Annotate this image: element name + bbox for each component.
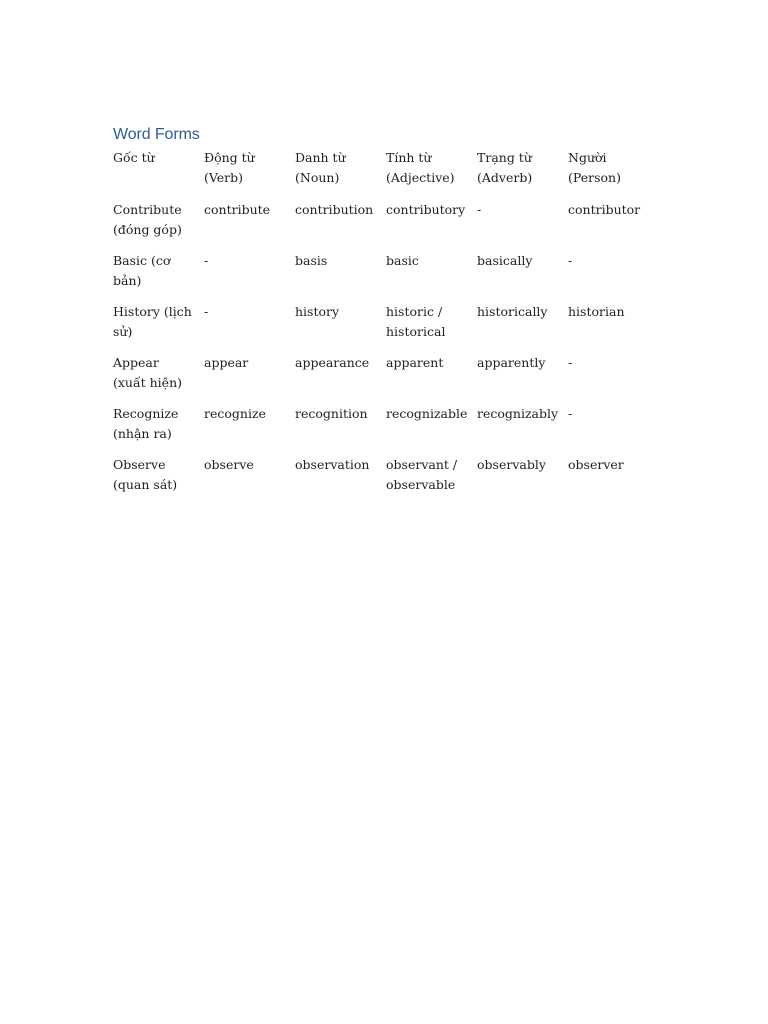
cell-adverb (471, 455, 562, 506)
cell-adverb (471, 200, 562, 251)
table-row (107, 251, 653, 302)
cell-person (562, 353, 653, 404)
cell-root-word (107, 404, 198, 455)
cell-adjective (380, 200, 471, 251)
header-line: (Adjective) (386, 169, 455, 185)
cell-adverb (471, 302, 562, 353)
cell-noun (289, 302, 380, 353)
cell-person (562, 302, 653, 353)
table-row (107, 353, 653, 404)
cell-line: recognition (295, 406, 368, 421)
header-verb (198, 148, 289, 200)
cell-adverb (471, 404, 562, 455)
cell-line: - (477, 202, 482, 217)
cell-line: history (295, 304, 340, 319)
cell-person (562, 200, 653, 251)
cell-line: recognize (204, 406, 266, 421)
header-line: (Noun) (295, 169, 340, 185)
cell-line: historically (477, 304, 548, 319)
cell-line: basic (386, 253, 419, 268)
cell-verb (198, 200, 289, 251)
cell-line: historic / (386, 304, 443, 319)
cell-line: - (204, 304, 209, 319)
cell-line: sử) (113, 323, 133, 339)
cell-person (562, 404, 653, 455)
cell-line: History (lịch (113, 304, 192, 319)
cell-verb (198, 302, 289, 353)
header-person (562, 148, 653, 200)
cell-line: recognizably (477, 406, 559, 421)
cell-line: apparently (477, 355, 546, 370)
cell-line: observation (295, 457, 370, 472)
table-row (107, 302, 653, 353)
table-header-row (107, 148, 653, 200)
cell-noun (289, 251, 380, 302)
header-noun (289, 148, 380, 200)
cell-line: apparent (386, 355, 444, 370)
cell-line: Appear (113, 355, 159, 370)
cell-adjective (380, 353, 471, 404)
table-row (107, 404, 653, 455)
cell-line: basis (295, 253, 328, 268)
cell-adverb (471, 251, 562, 302)
cell-adjective (380, 302, 471, 353)
cell-line: appear (204, 355, 249, 370)
cell-line: (quan sát) (113, 476, 178, 492)
cell-line: observably (477, 457, 546, 472)
cell-adjective (380, 251, 471, 302)
cell-line: - (568, 253, 573, 268)
cell-noun (289, 404, 380, 455)
cell-line: recognizable (386, 406, 468, 421)
cell-line: observe (204, 457, 254, 472)
cell-person (562, 455, 653, 506)
cell-line: Recognize (113, 406, 179, 421)
cell-noun (289, 455, 380, 506)
table-row (107, 455, 653, 506)
cell-line: basically (477, 253, 533, 268)
cell-verb (198, 251, 289, 302)
cell-adverb (471, 353, 562, 404)
header-adjective (380, 148, 471, 200)
cell-line: (nhận ra) (113, 425, 172, 441)
header-line: Người (568, 150, 607, 165)
cell-root-word (107, 302, 198, 353)
cell-line: - (204, 253, 209, 268)
cell-line: observer (568, 457, 624, 472)
header-line: Trạng từ (477, 150, 532, 165)
cell-line: observable (386, 476, 456, 492)
header-adverb (471, 148, 562, 200)
cell-line: - (568, 355, 573, 370)
cell-line: contributor (568, 202, 641, 217)
cell-line: historical (386, 323, 446, 339)
cell-line: (xuất hiện) (113, 374, 183, 390)
cell-line: observant / (386, 457, 458, 472)
cell-noun (289, 200, 380, 251)
cell-verb (198, 404, 289, 455)
cell-line: - (568, 406, 573, 421)
cell-line: Observe (113, 457, 166, 472)
cell-root-word (107, 353, 198, 404)
cell-adjective (380, 404, 471, 455)
table-row (107, 200, 653, 251)
cell-line: Basic (cơ (113, 253, 171, 268)
header-line: Gốc từ (113, 150, 155, 165)
header-line: (Verb) (204, 169, 244, 185)
header-root-word (107, 148, 198, 200)
header-line: Danh từ (295, 150, 346, 165)
cell-line: (đóng góp) (113, 221, 182, 237)
header-line: (Person) (568, 169, 621, 185)
cell-root-word (107, 200, 198, 251)
cell-verb (198, 455, 289, 506)
page-title: Word Forms (113, 126, 200, 143)
header-line: Tính từ (386, 150, 432, 165)
cell-verb (198, 353, 289, 404)
cell-line: historian (568, 304, 625, 319)
cell-noun (289, 353, 380, 404)
cell-root-word (107, 455, 198, 506)
cell-adjective (380, 455, 471, 506)
header-line: Động từ (204, 150, 255, 165)
cell-person (562, 251, 653, 302)
cell-line: appearance (295, 355, 370, 370)
header-line: (Adverb) (477, 169, 533, 185)
cell-line: contribution (295, 202, 374, 217)
cell-root-word (107, 251, 198, 302)
cell-line: contributory (386, 202, 466, 217)
cell-line: bản) (113, 272, 142, 288)
cell-line: contribute (204, 202, 271, 217)
word-forms-table (107, 148, 653, 506)
cell-line: Contribute (113, 202, 182, 217)
